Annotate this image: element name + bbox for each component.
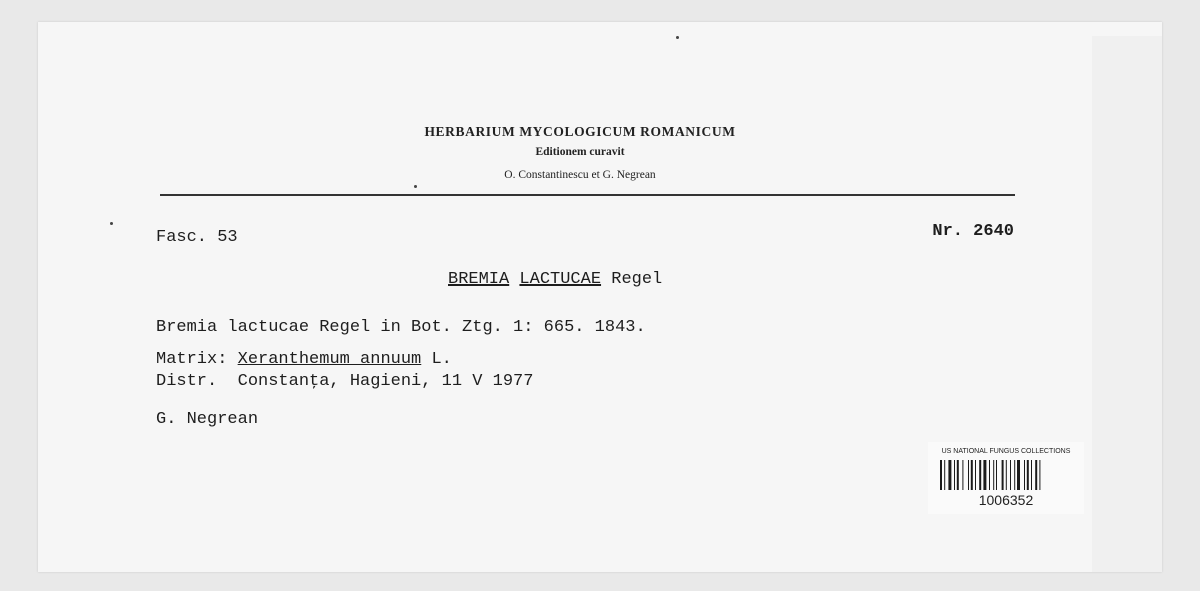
species-epithet: LACTUCAE <box>519 270 602 289</box>
header-divider <box>160 194 1015 196</box>
barcode-institution: US NATIONAL FUNGUS COLLECTIONS <box>941 448 1071 455</box>
species-genus: BREMIA <box>448 270 510 289</box>
citation: Bremia lactucae Regel in Bot. Ztg. 1: 665. 1843. <box>156 318 646 337</box>
editor-note: Editionem curavit <box>535 146 625 158</box>
editor-names: O. Constantinescu et G. Negrean <box>504 169 656 181</box>
paper-edge <box>1092 36 1162 572</box>
distribution: Distr. Constanţa, Hagieni, 11 V 1977 <box>156 372 534 391</box>
speck <box>676 36 679 39</box>
label-header <box>350 122 810 188</box>
speck <box>110 222 113 225</box>
specimen-number: Nr. 2640 <box>932 222 1014 241</box>
species-author: Regel <box>611 270 663 289</box>
collector: G. Negrean <box>156 410 259 429</box>
matrix-author: L. <box>431 350 452 369</box>
matrix-prefix: Matrix: <box>156 350 228 369</box>
barcode-label <box>928 442 1084 514</box>
herbarium-title: HERBARIUM MYCOLOGICUM ROMANICUM <box>424 124 736 139</box>
matrix-host: Xeranthemum annuum <box>237 350 422 369</box>
barcode-icon <box>940 460 1072 490</box>
matrix-line <box>156 350 452 369</box>
fascicle-number: Fasc. 53 <box>156 228 238 247</box>
species-name <box>448 270 662 289</box>
barcode-number: 1006352 <box>978 492 1034 508</box>
